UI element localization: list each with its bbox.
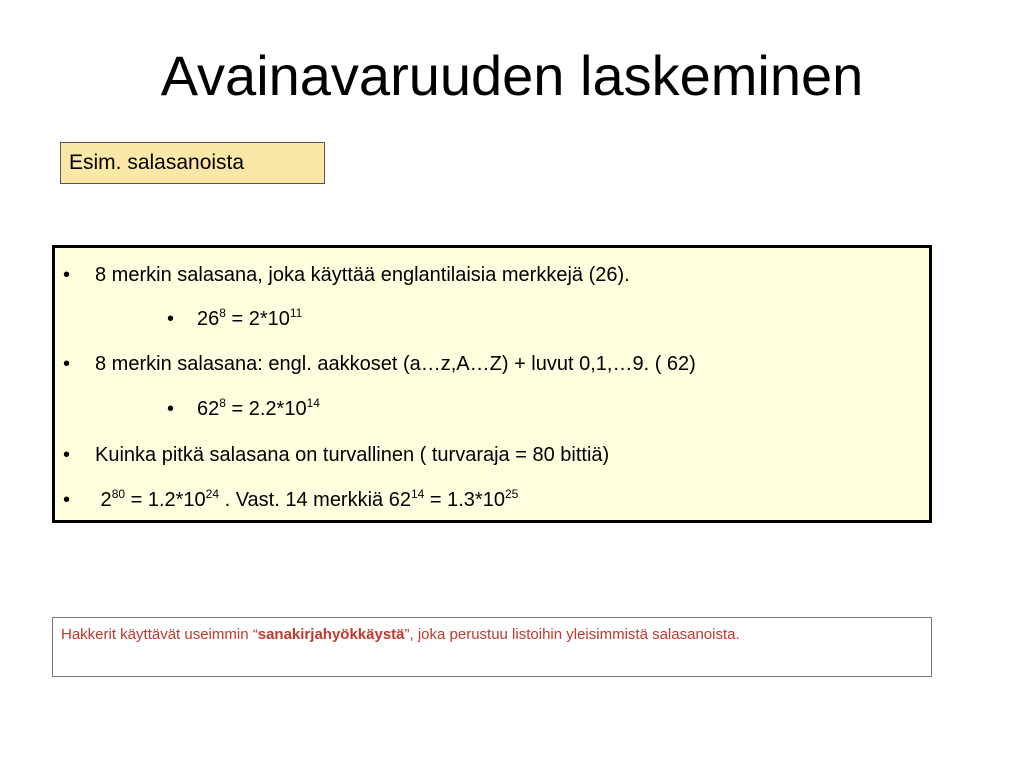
formula-rest: = 2*10 <box>225 308 290 330</box>
bullet-text: Kuinka pitkä salasana on turvallinen ( turvaraja = 80 bittiä) <box>95 444 610 466</box>
formula-part: . Vast. 14 merkkiä 62 <box>219 489 411 511</box>
formula-exponent: 8 <box>219 306 226 320</box>
bullet-item <box>55 441 609 469</box>
formula-exponent: 11 <box>289 306 303 320</box>
bullet-mark: • <box>63 264 71 286</box>
bullet-text: 8 merkin salasana, joka käyttää englantilaisia merkkejä (26). <box>95 264 630 286</box>
note-text-before: Hakkerit käyttävät useimmin “ <box>61 626 258 643</box>
content-box <box>52 245 932 523</box>
bullet-item <box>55 261 630 289</box>
formula-base: 26 <box>197 308 220 330</box>
formula-part: = 1.2*10 <box>125 489 206 511</box>
sub-bullet-item <box>159 395 320 423</box>
formula-exponent: 25 <box>504 487 519 501</box>
bullet-mark: • <box>63 353 71 375</box>
bullet-mark: • <box>167 398 175 420</box>
example-label: Esim. salasanoista <box>60 142 325 184</box>
formula-part: 2 <box>95 489 112 511</box>
formula-part: = 1.3*10 <box>424 489 505 511</box>
sub-bullet-item <box>159 305 302 333</box>
formula-base: 62 <box>197 398 220 420</box>
bullet-item <box>55 486 518 514</box>
formula-exponent: 14 <box>306 396 320 410</box>
note-text-bold: sanakirjahyökkäystä <box>257 626 405 643</box>
slide-title: Avainavaruuden laskeminen <box>160 44 864 107</box>
formula-rest: = 2.2*10 <box>225 398 307 420</box>
formula-exponent: 8 <box>219 396 226 410</box>
note-text-after: ”, joka perustuu listoihin yleisimmistä salasanoista. <box>404 626 740 643</box>
bullet-item <box>55 350 696 378</box>
bullet-mark: • <box>63 489 71 511</box>
bullet-mark: • <box>167 308 175 330</box>
bullet-text: 8 merkin salasana: engl. aakkoset (a…z,A…Z) + luvut 0,1,…9. ( 62) <box>95 353 696 375</box>
formula-exponent: 24 <box>205 487 220 501</box>
bullet-mark: • <box>63 444 71 466</box>
note-box <box>52 617 932 677</box>
formula-exponent: 80 <box>111 487 126 501</box>
formula-exponent: 14 <box>410 487 425 501</box>
